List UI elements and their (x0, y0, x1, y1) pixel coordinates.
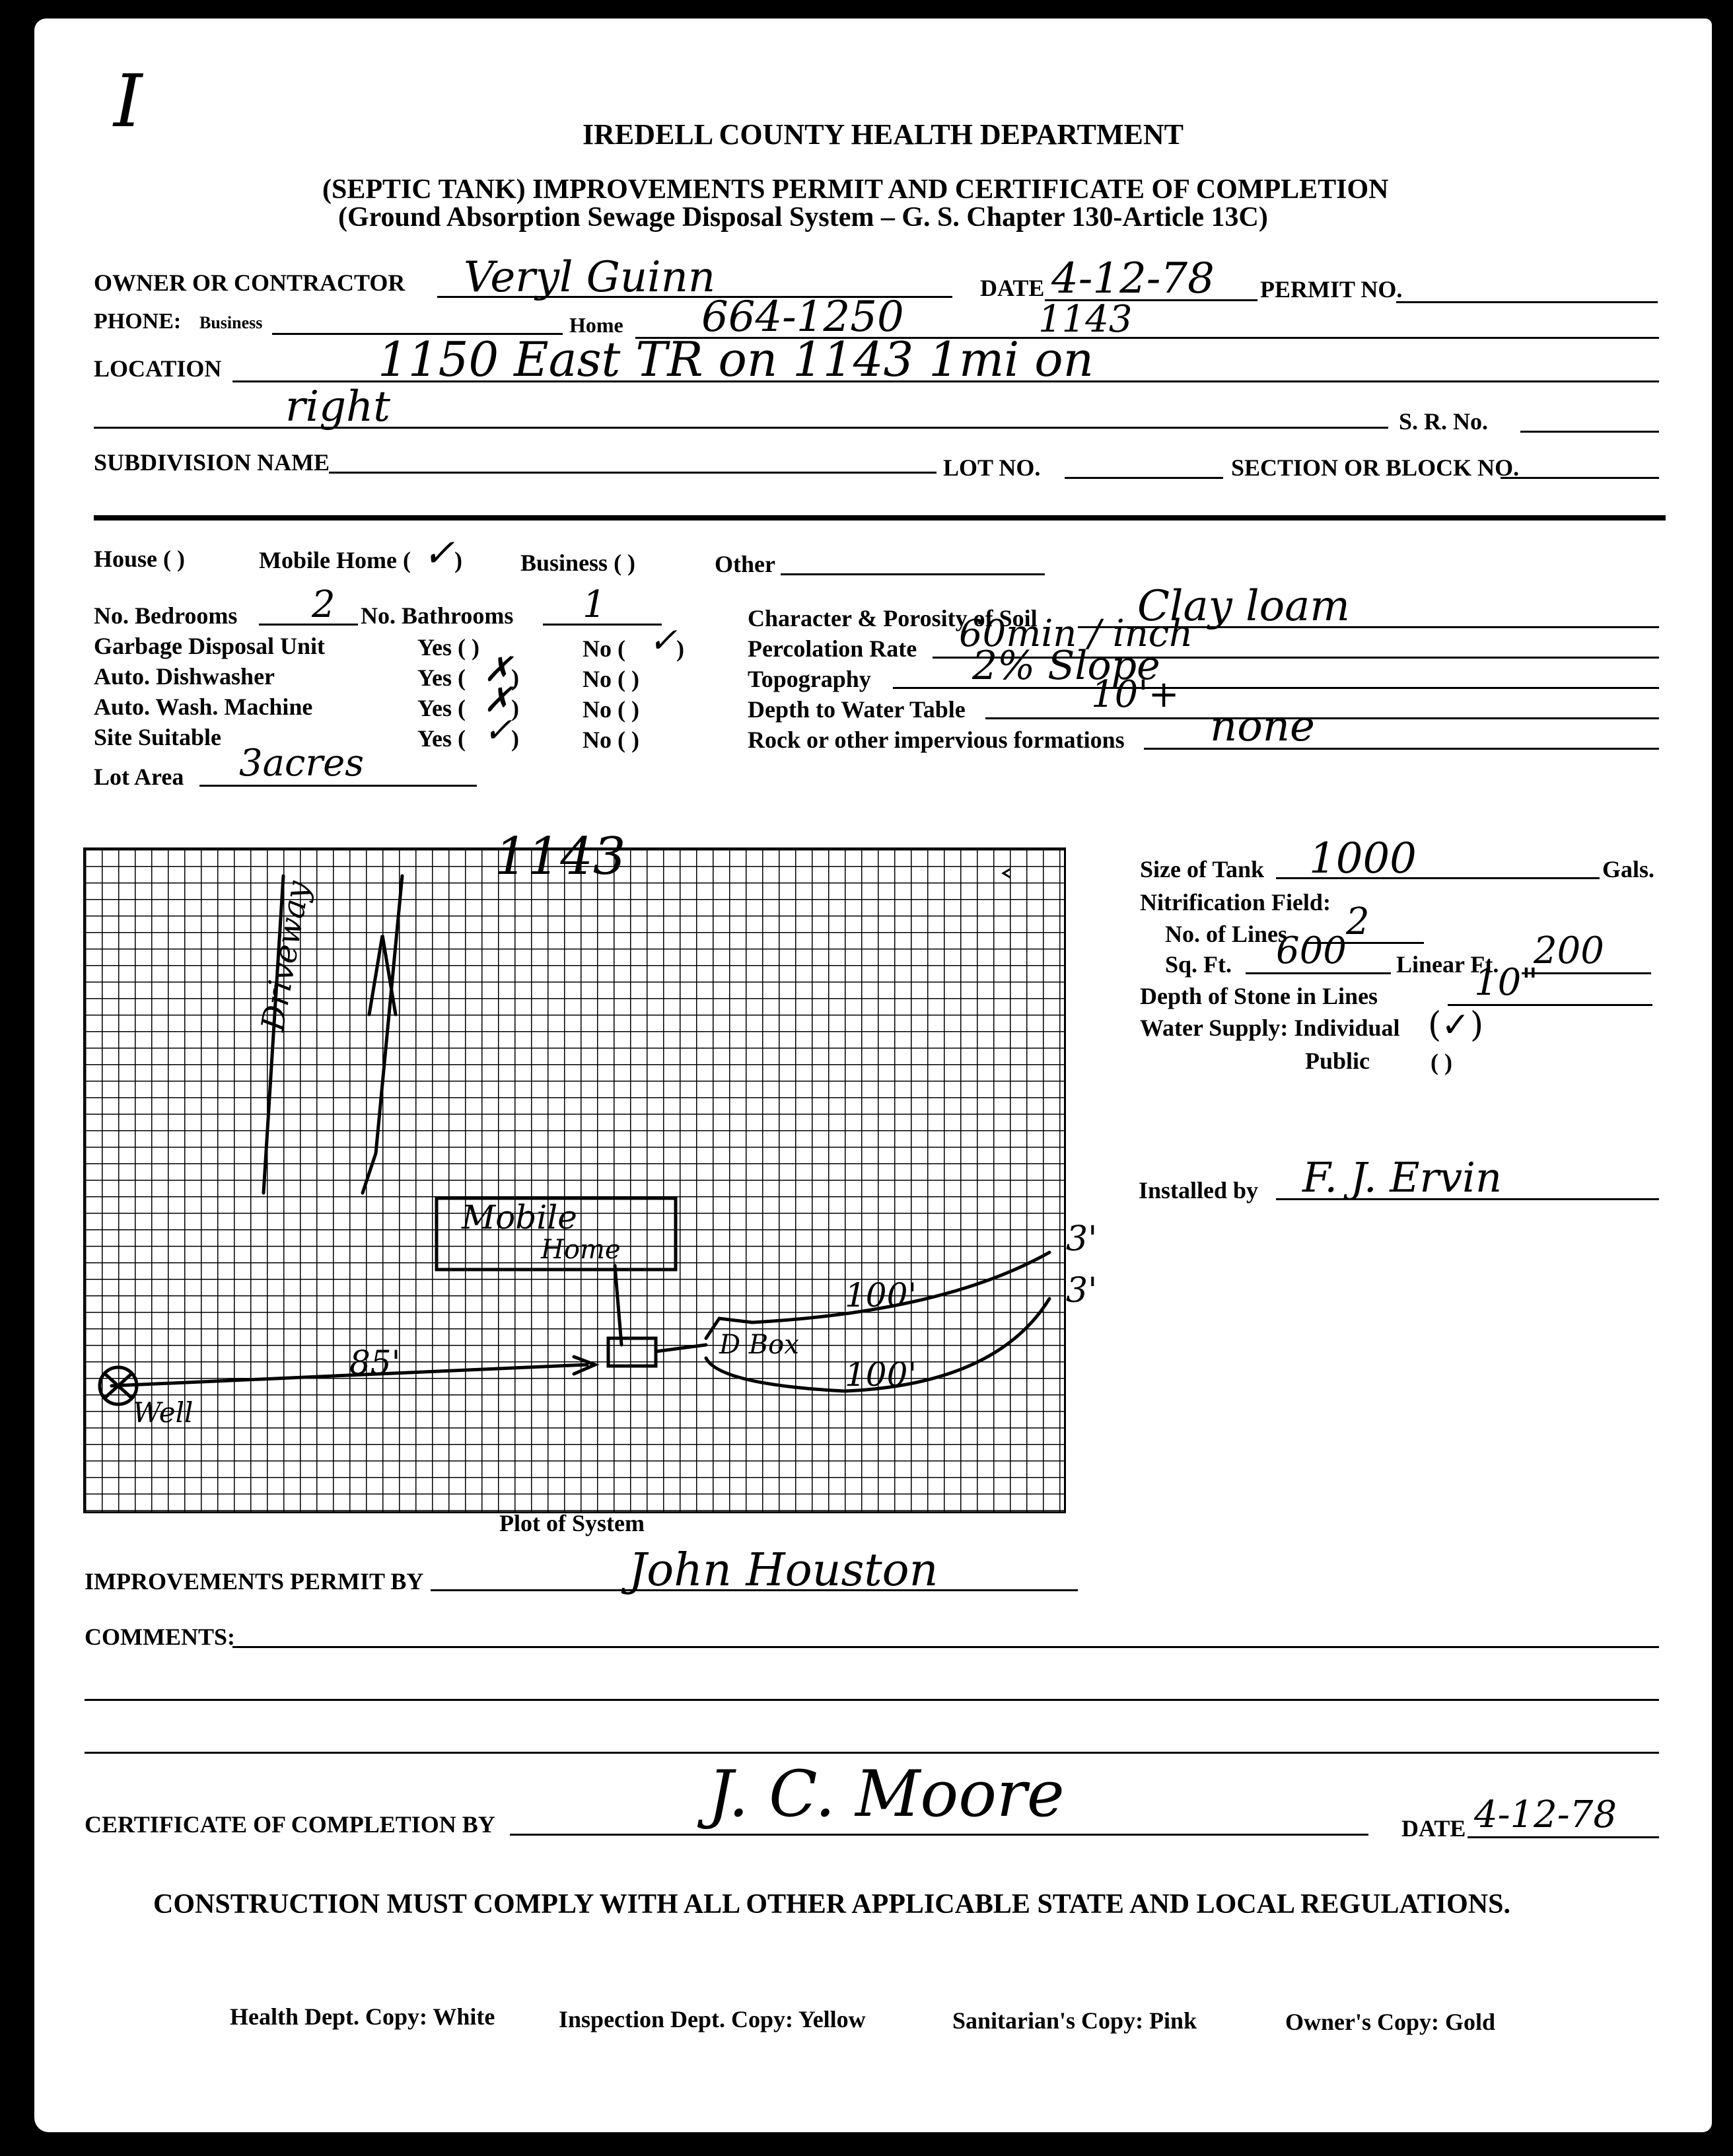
dishwasher-check: ✗ (483, 650, 513, 690)
line-length-1: 100' (845, 1276, 917, 1314)
house-option: House ( ) (94, 546, 185, 572)
lines-value: 2 (1346, 900, 1370, 943)
rock-label: Rock or other impervious formations (748, 727, 1125, 753)
location-value-2: right (285, 382, 390, 431)
tank-size-label: Size of Tank (1140, 856, 1265, 882)
distance-85: 85' (349, 1344, 401, 1382)
plot-drawing (85, 849, 1064, 1511)
subdivision-label: SUBDIVISION NAME (94, 449, 330, 476)
lines-label: No. of Lines (1165, 921, 1288, 947)
site-suitable-check: ✓ (483, 711, 513, 750)
section-label: SECTION OR BLOCK NO. (1231, 454, 1520, 481)
road-label: 1143 (495, 827, 626, 886)
washing-machine-label: Auto. Wash. Machine (94, 694, 313, 720)
lot-no-label: LOT NO. (943, 454, 1041, 481)
dishwasher-label: Auto. Dishwasher (94, 663, 275, 690)
public-label: Public (1305, 1048, 1370, 1074)
date-value: 4-12-78 (1051, 254, 1215, 303)
water-supply-label: Water Supply: Individual (1140, 1015, 1400, 1041)
soil-character-value: Clay loam (1137, 582, 1350, 631)
installed-by-label: Installed by (1139, 1177, 1259, 1204)
well-label: Well (133, 1396, 194, 1429)
topography-value: 2% Slope (972, 643, 1160, 689)
topography-label: Topography (748, 666, 871, 692)
mobile-home-check: ✓ (423, 530, 455, 575)
permit-no-label: PERMIT NO. (1260, 276, 1403, 303)
water-table-value: 10'+ (1091, 673, 1180, 716)
perc-rate-label: Percolation Rate (748, 635, 917, 662)
perc-rate-value: 60min / inch (959, 612, 1193, 655)
date-label: DATE (980, 275, 1045, 301)
nitrification-label: Nitrification Field: (1140, 889, 1331, 916)
rock-value: none (1210, 702, 1315, 751)
location-value-1: 1150 East TR on 1143 1mi on (378, 332, 1094, 387)
permit-by-label: IMPROVEMENTS PERMIT BY (85, 1568, 424, 1595)
lot-area-label: Lot Area (94, 764, 184, 790)
sr-no-label: S. R. No. (1399, 408, 1489, 435)
completion-date-value: 4-12-78 (1474, 1793, 1617, 1836)
bathrooms-value: 1 (583, 583, 606, 626)
permit-by-signature: John Houston (629, 1544, 938, 1597)
garbage-disposal-label: Garbage Disposal Unit (94, 633, 326, 659)
copy-health-dept: Health Dept. Copy: White (230, 2003, 495, 2030)
mobile-home-option: Mobile Home ( (259, 547, 411, 573)
location-label: LOCATION (94, 355, 222, 382)
agency-title: IREDELL COUNTY HEALTH DEPARTMENT (583, 118, 1184, 151)
section-divider (94, 515, 1666, 521)
business-option: Business ( ) (520, 550, 636, 576)
sqft-value: 600 (1276, 929, 1347, 972)
completion-signature: J. C. Moore (708, 1757, 1065, 1831)
soil-character-label: Character & Porosity of Soil (748, 605, 1038, 631)
bathrooms-label: No. Bathrooms (361, 602, 514, 629)
comments-label: COMMENTS: (85, 1624, 235, 1650)
mobile-home-label: Mobile (462, 1198, 577, 1237)
site-suitable-label: Site Suitable (94, 724, 222, 750)
route-note: 1143 (1038, 298, 1133, 341)
water-table-label: Depth to Water Table (748, 696, 966, 723)
completion-date-label: DATE (1401, 1815, 1466, 1842)
corner-mark: I (114, 59, 143, 143)
linear-ft-value: 200 (1534, 929, 1604, 972)
home-label: Home (569, 313, 623, 337)
driveway-label: Driveway (254, 878, 317, 1034)
public-check: ( ) (1431, 1049, 1452, 1075)
permit-form: I IREDELL COUNTY HEALTH DEPARTMENT (SEPTIC TANK) IMPROVEMENTS PERMIT AND CERTIFICATE OF COMPLETION (Ground Absorption Sewage Disposal System – G. S. Chapter 130-Article 13C) OWNER OR CONTRACTOR Veryl Guinn DATE 4-12-78 PERMIT NO. PHONE: Business Home 664-1250 1143 LOCATION 1150 East TR on 1143 1mi on right S. R. No. SUBDIVISION NAME LOT NO. SECTION OR BLOCK NO. House ( ) Mobile Home ( ✓ ) Business ( ) Other No. Bedrooms 2 No. Bathrooms 1 Garbage Disposal Unit Yes ( ) No ( ✓ ) Auto. Dishwasher Yes ( ✗ ) No ( ) Auto. Wash. Machine Yes ( ✗ ) No ( ) Site Suitable Yes ( ✓ ) No ( ) Lot Area 3acres Character & Porosity of Soil Clay loam Percolation Rate 60min / inch Topography 2% Slope Depth to Water Table 10'+ Rock or other impervious formations none 1143 Driveway Mobile Home 85' 100' 100' D Box Well 3' 3' Plot of System Size of Tank 1000 Gals. Nitrification Field: No. of Lines 2 Sq. Ft. 600 Linear Ft. 200 Depth of Stone in Lines 10" Water Supply: Individual (✓) Public ( ) Installed by F. J. Ervin IMPROVEMENTS PERMIT BY John Houston COMMENTS: CERTIFICATE OF COMPLETION BY J. C. Moore DATE 4-12-78 CONSTRUCTION MUST COMPLY WITH ALL OTHER APPLICABLE STATE AND LOCAL REGULATIONS. Health Dept. Copy: White Inspection Dept. Copy: Yellow Sanitarian's Copy: Pink Owner's Copy: Gold (34, 18, 1712, 2132)
installed-by-value: F. J. Ervin (1302, 1153, 1502, 1202)
other-label: Other (715, 551, 775, 577)
linear-ft-label: Linear Ft. (1396, 951, 1499, 978)
compliance-notice: CONSTRUCTION MUST COMPLY WITH ALL OTHER APPLICABLE STATE AND LOCAL REGULATIONS. (153, 1889, 1510, 1920)
d-box-label: D Box (719, 1330, 799, 1360)
gals-label: Gals. (1602, 856, 1655, 882)
bedrooms-label: No. Bedrooms (94, 602, 238, 629)
copy-inspection-dept: Inspection Dept. Copy: Yellow (559, 2006, 866, 2032)
stone-depth-value: 10" (1474, 961, 1539, 1004)
completion-by-label: CERTIFICATE OF COMPLETION BY (85, 1811, 495, 1838)
spacing-label-1: 3' (1066, 1219, 1098, 1259)
mobile-home-label-2: Home (541, 1235, 621, 1265)
bedrooms-value: 2 (312, 583, 336, 626)
plot-grid (83, 827, 1066, 1513)
plot-caption: Plot of System (499, 1510, 645, 1536)
line-length-2: 100' (845, 1355, 917, 1394)
phone-label: PHONE: (94, 309, 182, 334)
form-title: (SEPTIC TANK) IMPROVEMENTS PERMIT AND CERTIFICATE OF COMPLETION (322, 174, 1389, 205)
owner-label: OWNER OR CONTRACTOR (94, 270, 406, 296)
copy-sanitarian: Sanitarian's Copy: Pink (952, 2007, 1197, 2034)
spacing-label-2: 3' (1066, 1271, 1098, 1311)
lot-area-value: 3acres (239, 742, 365, 785)
copy-owner: Owner's Copy: Gold (1285, 2009, 1496, 2035)
sqft-label: Sq. Ft. (1165, 951, 1232, 978)
owner-value: Veryl Guinn (464, 253, 716, 302)
form-subtitle: (Ground Absorption Sewage Disposal System – G. S. Chapter 130-Article 13C) (338, 202, 1268, 233)
tank-size-value: 1000 (1309, 834, 1417, 883)
garbage-disposal-check: ✓ (649, 621, 678, 661)
business-label: Business (199, 313, 263, 332)
home-phone-value: 664-1250 (701, 293, 904, 341)
washing-machine-check: ✗ (483, 680, 513, 720)
individual-check: (✓) (1428, 1005, 1484, 1045)
stone-depth-label: Depth of Stone in Lines (1140, 983, 1378, 1009)
